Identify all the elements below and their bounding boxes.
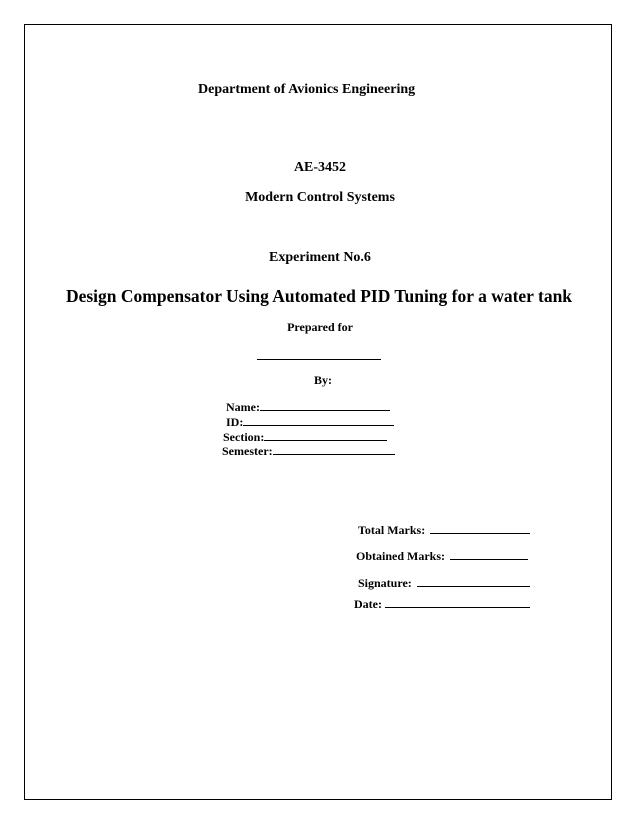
obtained-marks-blank [450, 549, 528, 560]
by-label: By: [314, 373, 332, 387]
signature-field [358, 576, 530, 589]
signature-blank [417, 576, 530, 587]
prepared-for-label: Prepared for [287, 320, 353, 334]
total-marks-field [358, 523, 530, 536]
department-heading: Department of Avionics Engineering [198, 82, 416, 97]
id-blank [243, 415, 394, 426]
id-field [226, 415, 394, 428]
semester-blank [273, 444, 395, 455]
date-field [354, 597, 530, 610]
name-label: Name: [226, 400, 260, 414]
name-field [226, 400, 390, 413]
total-marks-blank [430, 523, 530, 534]
date-label: Date: [354, 597, 382, 611]
section-label: Section: [223, 430, 265, 444]
semester-field [222, 444, 395, 457]
semester-label: Semester: [222, 444, 273, 458]
experiment-number: Experiment No.6 [269, 250, 371, 265]
obtained-marks-field [356, 549, 528, 562]
section-field [223, 430, 387, 443]
signature-label: Signature: [358, 576, 412, 590]
total-marks-label: Total Marks: [358, 523, 426, 537]
course-name: Modern Control Systems [245, 190, 395, 205]
course-code: AE-3452 [293, 160, 347, 175]
section-blank [264, 430, 387, 441]
experiment-title: Design Compensator Using Automated PID Tuning for a water tank [65, 286, 573, 306]
prepared-for-line [257, 349, 381, 360]
id-label: ID: [226, 415, 244, 429]
date-blank [385, 597, 530, 608]
obtained-marks-label: Obtained Marks: [356, 549, 446, 563]
name-blank [260, 400, 390, 411]
